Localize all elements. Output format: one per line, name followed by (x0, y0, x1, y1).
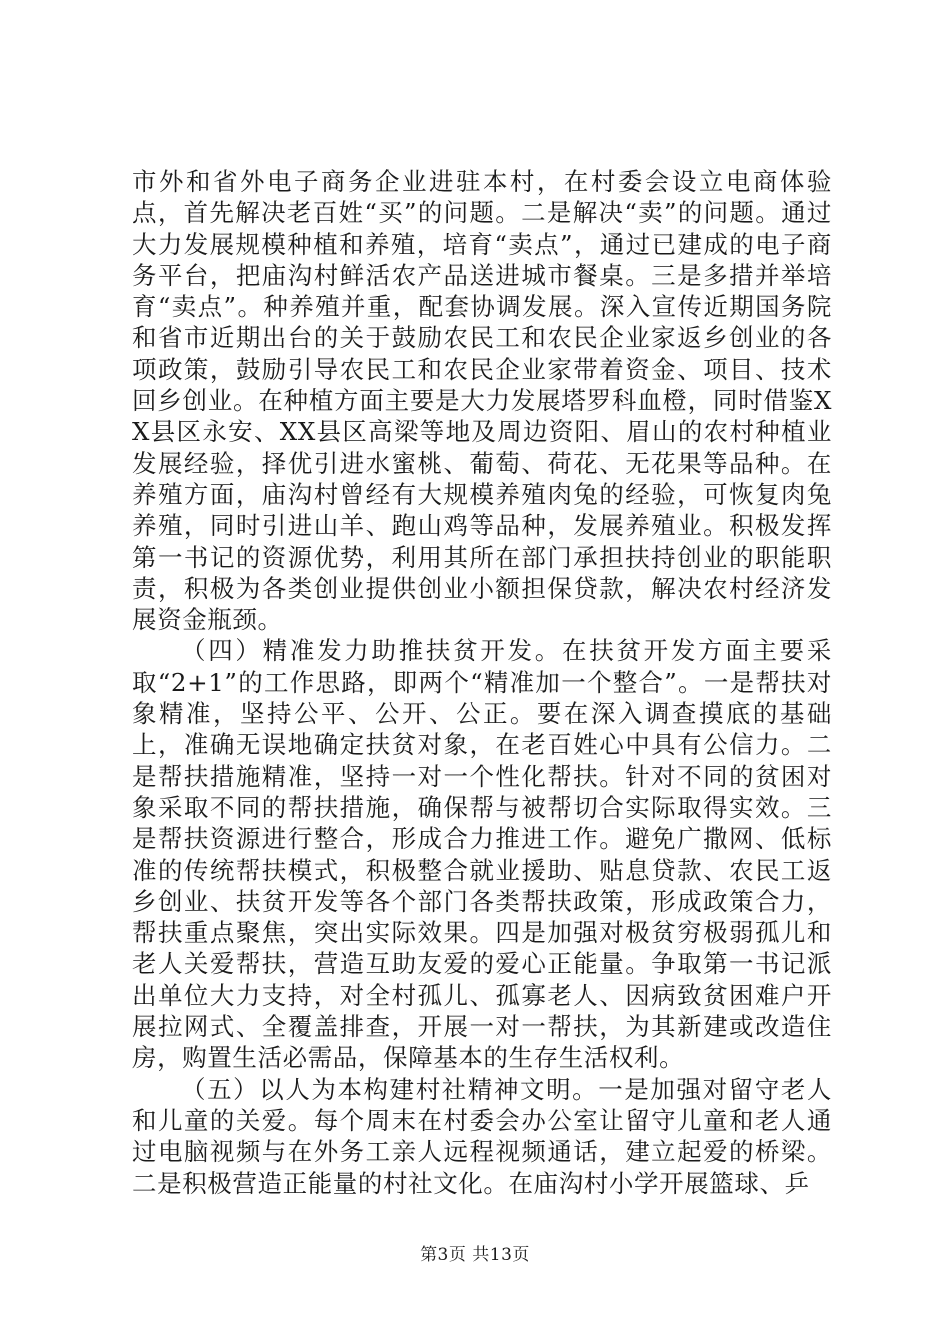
paragraph-2: （四）精准发力助推扶贫开发。在扶贫开发方面主要采取“2+1”的工作思路，即两个“精准加一个整合”。一是帮扶对象精准，坚持公平、公开、公正。要在深入调查摸底的基础上，准确无误地确定扶贫对象，在老百姓心中具有公信力。二是帮扶措施精准，坚持一对一个性化帮扶。针对不同的贫困对象采取不同的帮扶措施，确保帮与被帮切合实际取得实效。三是帮扶资源进行整合，形成合力推进工作。避免广撒网、低标准的传统帮扶模式，积极整合就业援助、贴息贷款、农民工返乡创业、扶贫开发等各个部门各类帮扶政策，形成政策合力，帮扶重点聚焦，突出实际效果。四是加强对极贫穷极弱孤儿和老人关爱帮扶，营造互助友爱的爱心正能量。争取第一书记派出单位大力支持，对全村孤儿、孤寡老人、因病致贫困难户开展拉网式、全覆盖排查，开展一对一帮扶，为其新建或改造住房，购置生活必需品，保障基本的生存生活权利。 (132, 636, 832, 1073)
page-footer: 第3页 共13页 (420, 1245, 530, 1265)
paragraph-1: 市外和省外电子商务企业进驻本村，在村委会设立电商体验点，首先解决老百姓“买”的问题。二是解决“卖”的问题。通过大力发展规模种植和养殖，培育“卖点”，通过已建成的电子商务平台，把庙沟村鲜活农产品送进城市餐桌。三是多措并举培育“卖点”。种养殖并重，配套协调发展。深入宣传近期国务院和省市近期出台的关于鼓励农民工和农民企业家返乡创业的各项政策，鼓励引导农民工和农民企业家带着资金、项目、技术回乡创业。在种植方面主要是大力发展塔罗科血橙，同时借鉴XX县区永安、XX县区高梁等地及周边资阳、眉山的农村种植业发展经验，择优引进水蜜桃、葡萄、荷花、无花果等品种。在养殖方面，庙沟村曾经有大规模养殖肉兔的经验，可恢复肉兔养殖，同时引进山羊、跑山鸡等品种，发展养殖业。积极发挥第一书记的资源优势，利用其所在部门承担扶持创业的职能职责，积极为各类创业提供创业小额担保贷款，解决农村经济发展资金瓶颈。 (132, 167, 832, 635)
paragraph-3: （五）以人为本构建村社精神文明。一是加强对留守老人和儿童的关爱。每个周末在村委会办公室让留守儿童和老人通过电脑视频与在外务工亲人远程视频通话，建立起爱的桥梁。二是积极营造正能量的村社文化。在庙沟村小学开展篮球、乒 (132, 1074, 832, 1198)
document-body (132, 166, 832, 1199)
